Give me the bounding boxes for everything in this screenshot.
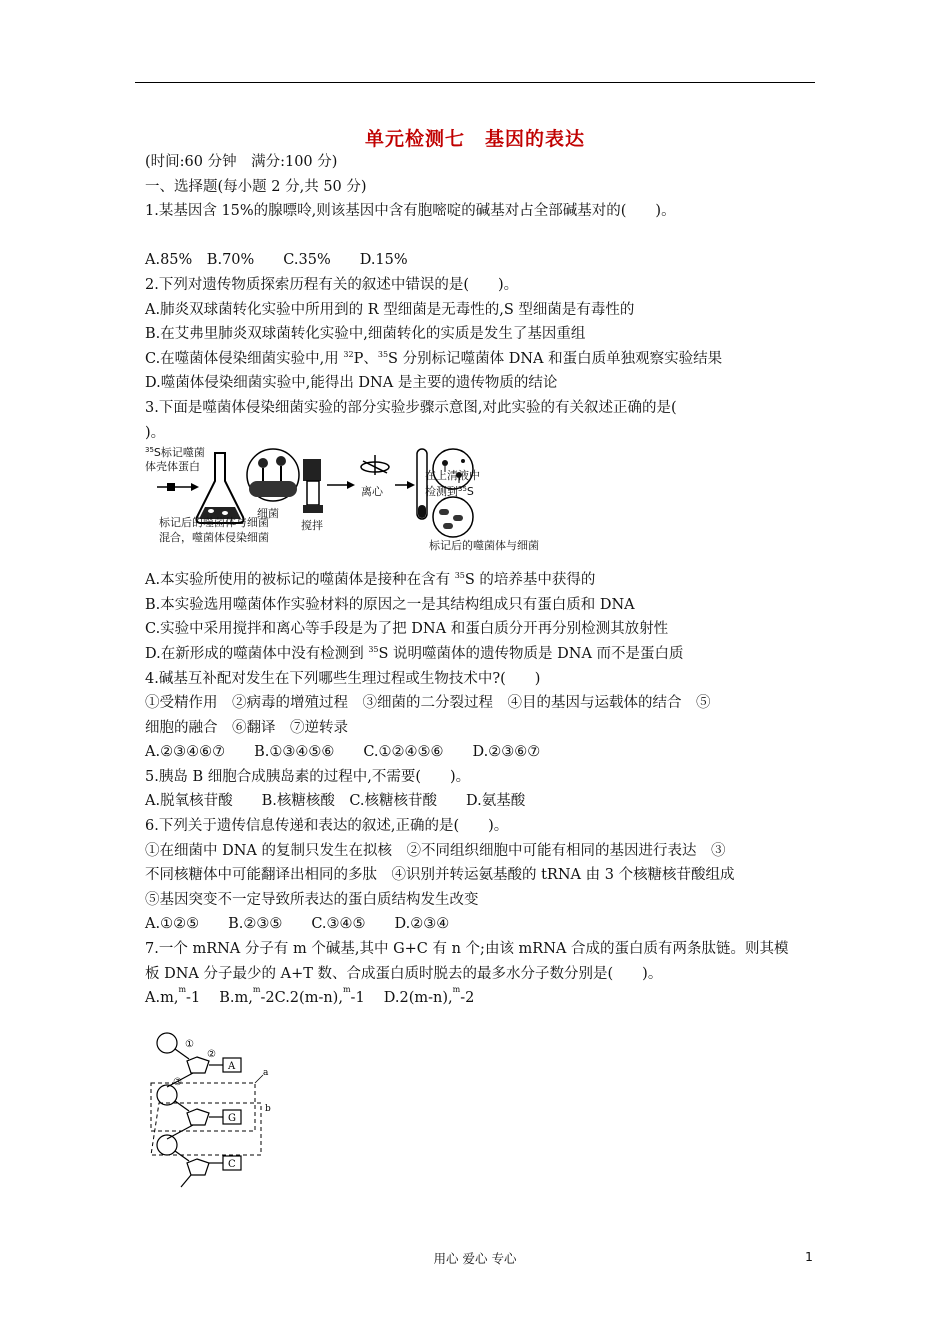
- dashed-box-b: [151, 1103, 261, 1155]
- q6-items-line2: 不同核糖体中可能翻译出相同的多肽 ④识别并转运氨基酸的 tRNA 由 3 个核糖核苷酸组成: [145, 867, 735, 884]
- fig-label-top-1: $^{35}$S标记噬菌: [145, 446, 205, 460]
- q3-option-b: B.本实验选用噬菌体作实验材料的原因之一是其结构组成只有蛋白质和 DNA: [145, 596, 635, 613]
- nucleotide-3: [157, 1135, 241, 1187]
- q1-stem: 1.某基因含 15%的腺嘌呤,则该基因中含有胞嘧啶的碱基对占全部碱基对的( )。: [145, 203, 676, 220]
- nucleotide-1: [157, 1033, 241, 1073]
- q4-items-line1: ①受精作用 ②病毒的增殖过程 ③细菌的二分裂过程 ④目的基因与运载体的结合 ⑤: [145, 695, 711, 712]
- label-a: a: [263, 1067, 269, 1078]
- page-footer: 用心 爱心 专心: [433, 1251, 517, 1266]
- marker-2: ②: [207, 1048, 216, 1060]
- q2-option-a: A.肺炎双球菌转化实验中所用到的 R 型细菌是无毒性的,S 型细菌是有毒性的: [145, 301, 635, 318]
- marker-1: ①: [185, 1038, 194, 1050]
- q4-options: A.②③④⑥⑦ B.①③④⑤⑥ C.①②④⑤⑥ D.②③⑥⑦: [145, 744, 541, 761]
- fig-caption: [159, 515, 269, 545]
- arrow-icon: [157, 483, 199, 491]
- fig-label-bottom-1: 标记后的噬菌体与细菌: [429, 539, 539, 553]
- q2-option-c: C.在噬菌体侵染细菌实验中,用 $^{32}$P、$^{35}$S 分别标记噬菌体 DNA 和蛋白质单独观察实验结果: [145, 349, 723, 367]
- q2-option-b: B.在艾弗里肺炎双球菌转化实验中,细菌转化的实质是发生了基因重组: [145, 326, 586, 343]
- page-number: 1: [805, 1249, 813, 1264]
- section-heading: 一、选择题(每小题 2 分,共 50 分): [145, 178, 367, 195]
- fig-caption-line2: 混合，噬菌体侵染细菌: [159, 531, 269, 545]
- q3-option-a: A.本实验所使用的被标记的噬菌体是接种在含有 $^{35}$S 的培养基中获得的: [145, 571, 596, 589]
- centrifuge-icon: [361, 455, 389, 475]
- q6-stem: 6.下列关于遗传信息传递和表达的叙述,正确的是( )。: [145, 818, 509, 835]
- nucleotide-2: [157, 1085, 241, 1125]
- header-rule: [135, 82, 815, 83]
- q7-stem-line2: 板 DNA 分子最少的 A+T 数、合成蛋白质时脱去的最多水分子数分别是( )。: [145, 965, 663, 982]
- q7-stem-line1: 7.一个 mRNA 分子有 m 个碱基,其中 G+C 有 n 个;由该 mRNA 合成的蛋白质有两条肽链。则其模: [145, 941, 789, 958]
- q2-stem: 2.下列对遗传物质探索历程有关的叙述中错误的是( )。: [145, 276, 519, 293]
- base-label-3: C: [228, 1158, 236, 1170]
- bacteria-phage-icon: [247, 449, 299, 501]
- document-body: [145, 150, 810, 1201]
- fig-label-bacteria: 细菌: [257, 507, 279, 521]
- q6-items-line3: ⑤基因突变不一定导致所表达的蛋白质结构发生改变: [145, 891, 479, 908]
- page-title: 单元检测七 基因的表达: [364, 128, 585, 150]
- q3-stem-line1: 3.下面是噬菌体侵染细菌实验的部分实验步骤示意图,对此实验的有关叙述正确的是(: [145, 399, 677, 416]
- q5-options: A.脱氧核苷酸 B.核糖核酸 C.核糖核苷酸 D.氨基酸: [145, 793, 526, 810]
- fig-label-right-2: 检测到$^{35}$S: [425, 485, 474, 499]
- q7-options: A.m,$^m$-1 B.m,$^m$-2C.2(m-n),$^m$-1 D.2(m-n),$^m$-2: [145, 985, 475, 1007]
- q6-options: A.①②⑤ B.②③⑤ C.③④⑤ D.②③④: [145, 916, 450, 933]
- blender-icon: [303, 459, 323, 513]
- q5-stem: 5.胰岛 B 细胞合成胰岛素的过程中,不需要( )。: [145, 768, 471, 785]
- q3-stem-line2: )。: [145, 424, 166, 441]
- q6-items-line1: ①在细菌中 DNA 的复制只发生在拟核 ②不同组织细胞中可能有相同的基因进行表达 ③: [145, 842, 726, 859]
- base-label-2: G: [228, 1112, 236, 1124]
- fig-label-right-1: 在上清液中: [425, 469, 480, 483]
- q3-option-d: D.在新形成的噬菌体中没有检测到 $^{35}$S 说明噬菌体的遗传物质是 DNA 而不是蛋白质: [145, 644, 684, 662]
- fig-caption-line1: 标记后的噬菌体与细菌: [159, 516, 269, 530]
- q2-option-d: D.噬菌体侵染细菌实验中,能得出 DNA 是主要的遗传物质的结论: [145, 375, 558, 392]
- nucleotide-chain-figure: [145, 1031, 810, 1201]
- q1-options: A.85% B.70% C.35% D.15%: [145, 252, 408, 269]
- phage-experiment-figure: [145, 445, 810, 568]
- label-b: b: [265, 1103, 271, 1114]
- q4-items-line2: 细胞的融合 ⑥翻译 ⑦逆转录: [145, 719, 348, 736]
- exam-meta: (时间:60 分钟 满分:100 分): [145, 154, 338, 170]
- q3-option-c: C.实验中采用搅拌和离心等手段是为了把 DNA 和蛋白质分开再分别检测其放射性: [145, 621, 669, 638]
- fig-label-centrifuge: 离心: [361, 485, 383, 499]
- fig-label-stir: 搅拌: [301, 519, 323, 533]
- base-label-1: A: [228, 1060, 236, 1072]
- marker-3: ③: [173, 1076, 182, 1088]
- fig-label-top-2: 体壳体蛋白: [145, 460, 200, 474]
- flask-icon: [197, 453, 244, 523]
- q4-stem: 4.碱基互补配对发生在下列哪些生理过程或生物技术中?( ): [145, 670, 541, 687]
